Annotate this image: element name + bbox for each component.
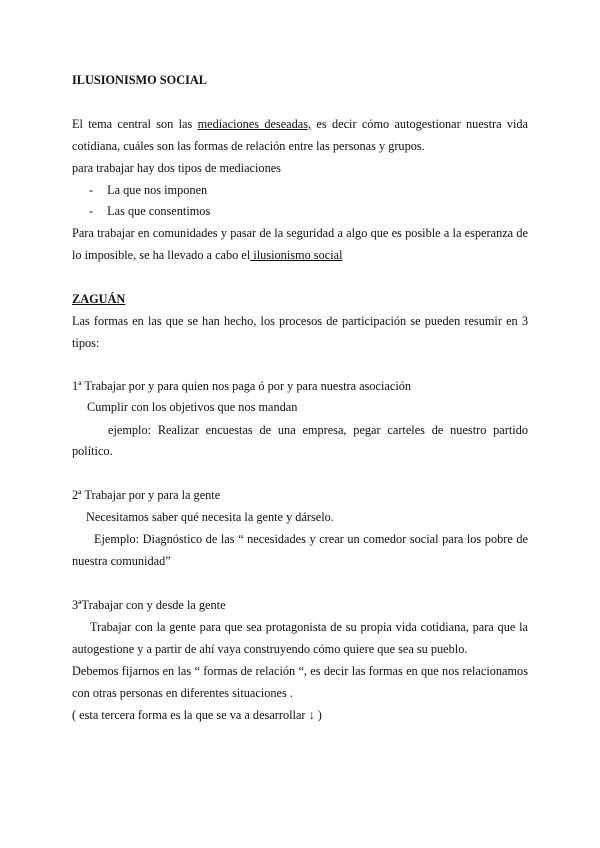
mediaciones-deseadas-underlined: mediaciones deseadas, <box>197 117 312 131</box>
item-3-sub-line-1: Trabajar con la gente para que sea protagonista de su propia vida cotidiana, para que la <box>90 620 528 634</box>
item-1-example-line-2: político. <box>72 444 113 458</box>
intro-text-suffix: es decir cómo autogestionar nuestra vida <box>311 117 529 131</box>
zaguan-line-1: Las formas en las que se han hecho, los procesos de participación se pueden resumir en 3 <box>72 314 528 328</box>
intro-text: lo imposible, se ha llevado a cabo el <box>72 248 251 262</box>
section-heading-zaguan: ZAGUÁN <box>72 292 126 306</box>
item-3-title: 3ªTrabajar con y desde la gente <box>72 598 226 612</box>
intro-paragraph-line-3: para trabajar hay dos tipos de mediaciones <box>72 161 281 175</box>
intro-paragraph-line-4: Para trabajar en comunidades y pasar de la seguridad a algo que es posible a la esperanza de <box>72 226 528 240</box>
item-2-title: 2ª Trabajar por y para la gente <box>72 488 221 502</box>
bullet-item-1 <box>89 180 207 202</box>
document-title: ILUSIONISMO SOCIAL <box>72 73 207 87</box>
ilusionismo-social-underlined: ilusionismo social <box>250 248 343 262</box>
intro-paragraph-line-5 <box>72 245 343 267</box>
item-2-example-line-2: nuestra comunidad” <box>72 554 171 568</box>
item-3-sub-line-2: autogestione y a partir de ahí vaya construyendo cómo quiere que sea su pueblo. <box>72 642 468 656</box>
bullet-item-2 <box>89 201 210 223</box>
bullet-dash: - <box>89 204 94 218</box>
item-2-sub: Necesitamos saber qué necesita la gente y dárselo. <box>86 510 334 524</box>
item-1-example-line-1: ejemplo: Realizar encuestas de una empresa, pegar carteles de nuestro partido <box>108 423 528 437</box>
zaguan-line-2: tipos: <box>72 336 100 350</box>
item-3-paragraph-line-1: Debemos fijarnos en las “ formas de relación “, es decir las formas en que nos relacionamos <box>72 664 528 678</box>
bullet-label: La que nos imponen <box>107 183 208 197</box>
item-3-paragraph-line-2: con otras personas en diferentes situaciones . <box>72 686 293 700</box>
item-3-note: ( esta tercera forma es la que se va a desarrollar ↓ ) <box>72 708 322 722</box>
intro-paragraph-line-1 <box>72 114 528 136</box>
item-1-sub: Cumplir con los objetivos que nos mandan <box>87 400 298 414</box>
item-2-example-line-1: Ejemplo: Diagnóstico de las “ necesidades y crear un comedor social para los pobre de <box>94 532 528 546</box>
intro-text: El tema central son las <box>72 117 198 131</box>
bullet-label: Las que consentimos <box>107 204 211 218</box>
item-1-title: 1ª Trabajar por y para quien nos paga ó por y para nuestra asociación <box>72 379 412 393</box>
bullet-dash: - <box>89 183 94 197</box>
intro-paragraph-line-2: cotidiana, cuáles son las formas de relación entre las personas y grupos. <box>72 139 425 153</box>
